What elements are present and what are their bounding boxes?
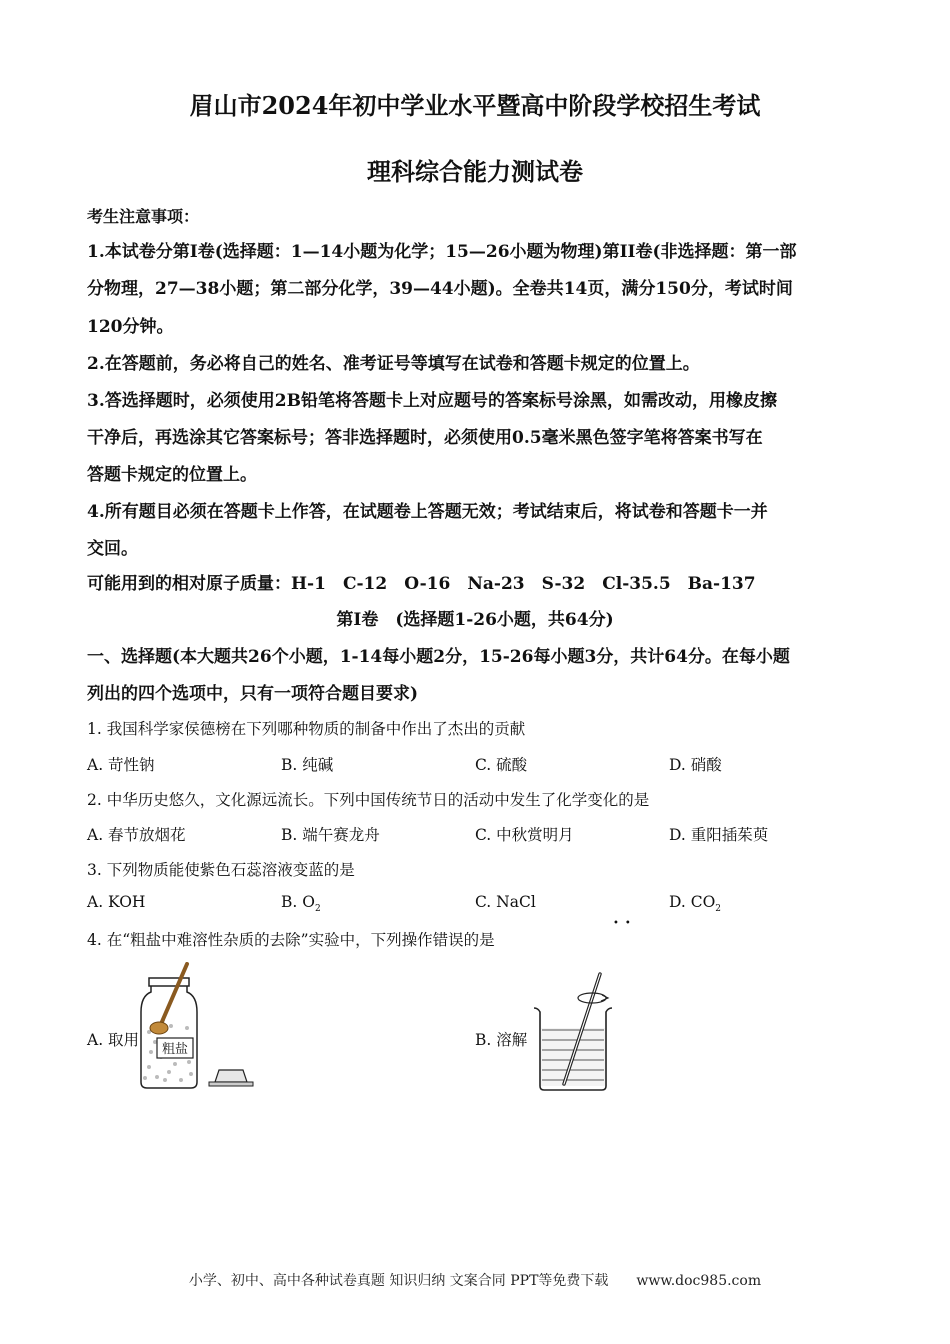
- page-footer: 小学、初中、高中各种试卷真题 知识归纳 文案合同 PPT等免费下载 www.doc985.com: [188, 1273, 762, 1289]
- question-2-option-a: A. 春节放烟花: [87, 826, 186, 844]
- question-3-stem: 3. 下列物质能使紫色石蕊溶液变蓝的是: [87, 861, 355, 879]
- question-2-stem: 2. 中华历史悠久，文化源远流长。下列中国传统节日的活动中发生了化学变化的是: [87, 791, 650, 809]
- reagent-jar-illustration: [135, 962, 255, 1092]
- question-1-stem: 1. 我国科学家侯德榜在下列哪种物质的制备中作出了杰出的贡献: [87, 720, 526, 738]
- notice-line: 2.在答题前，务必将自己的姓名、准考证号等填写在试卷和答题卡规定的位置上。: [87, 354, 700, 374]
- notice-line: 1.本试卷分第I卷(选择题：1—14小题为化学；15—26小题为物理)第II卷(非选择题：第一部: [87, 242, 797, 262]
- question-2-option-b: B. 端午赛龙舟: [281, 826, 380, 844]
- exam-subtitle: 理科综合能力测试卷: [367, 157, 583, 186]
- question-1-option-c: C. 硫酸: [475, 756, 528, 774]
- question-4-stem: 4. 在“粗盐中难溶性杂质的去除”实验中，下列操作错误的是: [87, 931, 495, 949]
- notice-line: 分物理，27—38小题；第二部分化学，39—44小题)。全卷共14页，满分150分，考试时间: [87, 279, 793, 299]
- notice-heading: 考生注意事项：: [87, 207, 200, 226]
- question-2-option-c: C. 中秋赏明月: [475, 826, 574, 844]
- question-3-option-a: A. KOH: [87, 893, 146, 911]
- question-3-option-d: D. $CO_2$: [669, 893, 722, 915]
- question-3-option-b: B. $O_2$: [281, 893, 321, 915]
- question-2-option-d: D. 重阳插茱萸: [669, 826, 769, 844]
- notice-line: 交回。: [87, 539, 138, 559]
- beaker-illustration: [528, 968, 618, 1093]
- exam-title: 眉山市2024年初中学业水平暨高中阶段学校招生考试: [189, 91, 761, 120]
- notice-line: 干净后，再选涂其它答案标号；答非选择题时，必须使用0.5毫米黑色签字笔将答案书写在: [87, 428, 763, 448]
- notice-line: 答题卡规定的位置上。: [87, 465, 257, 485]
- question-1-option-b: B. 纯碱: [281, 756, 334, 774]
- part-heading: 一、选择题(本大题共26个小题，1-14每小题2分，15-26每小题3分，共计64分。在每小题: [87, 647, 790, 667]
- question-1-option-a: A. 苛性钠: [87, 756, 155, 774]
- part-heading: 列出的四个选项中，只有一项符合题目要求): [87, 684, 419, 704]
- question-4-option-a: A. 取用: [87, 1031, 140, 1049]
- notice-line: 4.所有题目必须在答题卡上作答，在试题卷上答题无效；考试结束后，将试卷和答题卡一并: [87, 502, 768, 522]
- question-1-option-d: D. 硝酸: [669, 756, 722, 774]
- section-title: 第I卷 (选择题1-26小题，共64分): [336, 610, 614, 630]
- emphasis-dots: ••: [613, 918, 637, 929]
- atomic-masses: 可能用到的相对原子质量：H-1 C-12 O-16 Na-23 S-32 Cl-35.5 Ba-137: [87, 574, 756, 594]
- question-4-option-b: B. 溶解: [475, 1031, 528, 1049]
- notice-line: 120分钟。: [87, 317, 174, 337]
- notice-line: 3.答选择题时，必须使用2B铅笔将答题卡上对应题号的答案标号涂黑，如需改动，用橡皮擦: [87, 391, 777, 411]
- question-3-option-c: C. NaCl: [475, 893, 536, 911]
- jar-label: 粗盐: [161, 1042, 189, 1057]
